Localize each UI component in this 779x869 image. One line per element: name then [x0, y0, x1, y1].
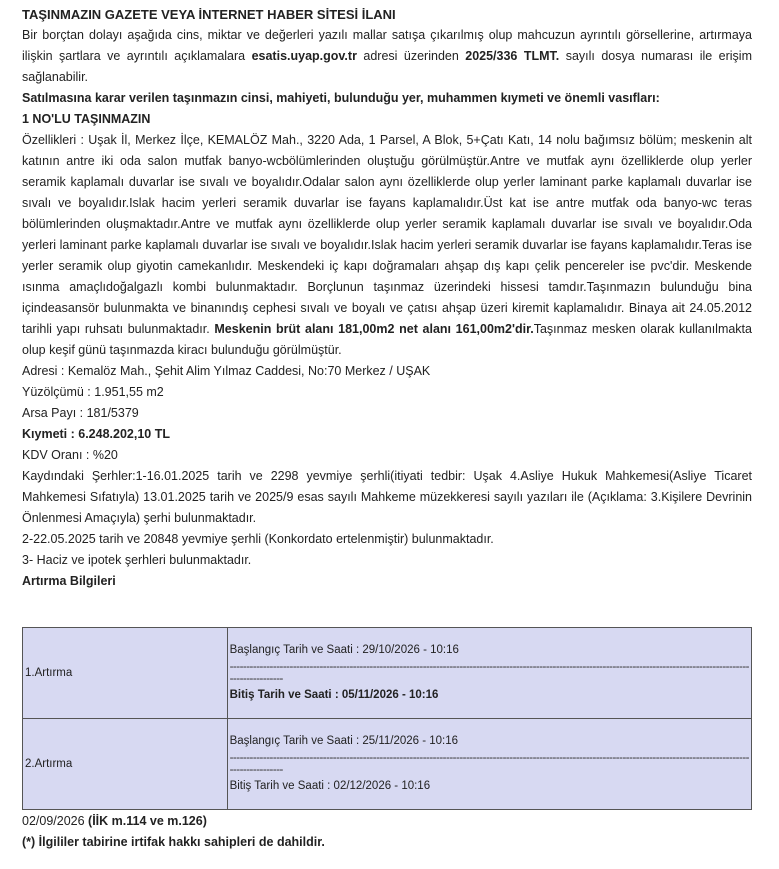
footer-date-line — [22, 811, 325, 832]
property-value: Kıymeti : 6.248.202,10 TL — [22, 427, 170, 441]
auction-1-end: Bitiş Tarih ve Saati : 05/11/2026 - 10:16 — [229, 689, 439, 701]
annotations-line-2: 2-22.05.2025 tarih ve 20848 yevmiye şerhli (Konkordato ertelenmiştir) bulunmaktadır. — [22, 532, 494, 546]
features-area-bold: Meskenin brüt alanı 181,00m2 net alanı 161,00m2'dir. — [214, 322, 534, 336]
auction-2-end: Bitiş Tarih ve Saati : 02/12/2026 - 10:16 — [229, 780, 431, 792]
file-number: 2025/336 TLMT. — [465, 49, 560, 63]
intro-text-3: sayılı dosya numarası ile erişim sağlanabilir. — [22, 49, 752, 84]
notice-title: TAŞINMAZIN GAZETE VEYA İNTERNET HABER SİTESİ İLANI — [22, 7, 396, 22]
annotations-line-1: Kaydındaki Şerhler:1-16.01.2025 tarih ve 2298 yevmiye şerhli(itiyati tedbir: Uşak 4.Asliye Hukuk Mahkemesi(Asliye Ticaret Mahkemesi Sıfatıyla) 13.01.2025 tarih ve 2025/9 esas sayılı Mahkeme müzekkeresi sayılı yazıları ile (Açıklama: 3.Kişilere Devrinin Önlenmesi Amaçıyla) şerhi bulunmaktadır. — [22, 469, 752, 525]
intro-text-2: adresi üzerinden — [356, 49, 466, 63]
footer — [22, 811, 325, 853]
property-address: Adresi : Kemalöz Mah., Şehit Alim Yılmaz Caddesi, No:70 Merkez / UŞAK — [22, 364, 431, 378]
auction-2-start: Başlangıç Tarih ve Saati : 25/11/2026 - 10:16 — [229, 735, 459, 747]
footer-law-ref: (İİK m.114 ve m.126) — [84, 814, 207, 828]
annotations-line-3: 3- Haciz ve ipotek şerhleri bulunmaktadır. — [22, 553, 252, 567]
auction-1-info — [227, 628, 751, 719]
auction-row-1 — [23, 628, 752, 719]
property-title: 1 NO'LU TAŞINMAZIN — [22, 112, 151, 126]
auction-2-label: 2.Artırma — [23, 719, 228, 810]
auction-row-2 — [23, 719, 752, 810]
auction-1-separator: ------------------------------------------------------------------------------------------------------------------------------------------------------------ — [229, 661, 749, 673]
section-title: Satılmasına karar verilen taşınmazın cinsi, mahiyeti, bulunduğu yer, muhammen kıymeti ve önemli vasıfları: — [22, 91, 660, 105]
auction-1-label: 1.Artırma — [23, 628, 228, 719]
property-land-share: Arsa Payı : 181/5379 — [22, 406, 139, 420]
property-vat: KDV Oranı : %20 — [22, 448, 118, 462]
intro-paragraph — [22, 25, 752, 88]
esatis-site-link[interactable]: esatis.uyap.gov.tr — [251, 49, 357, 63]
features-paragraph — [22, 130, 752, 361]
features-text: Özellikleri : Uşak İl, Merkez İlçe, KEMALÖZ Mah., 3220 Ada, 1 Parsel, A Blok, 5+Çatı Katı, 14 nolu bağımsız bölüm; meskenin alt katının antre iki oda salon mutfak banyo-wcbölümlerinden oluştuğu görülmüştür.Antre ve mutfak aynı özelliklerde olup yerler seramik kaplamalı duvarlar ise sıvalı ve boyalıdır.Odalar salon aynı özelliklerde olup yerler laminant parke kaplamalı duvarlar ise sıvalı ve boyalıdır.Islak hacim yerleri seramik duvarlar ise fayans kaplamalıdır.Üst kat ise antre mutfak oda banyo-wc teras bölümlerinden oluşmaktadır.Antre ve mutfak aynı özelliklerde olup yerler seramik kaplamalı duvarlar ise sıvalı ve boyalıdır.Oda yerleri laminant parke kaplamalı duvarlar ise sıvalı ve boyalıdır.Islak hacim yerleri seramik duvarlar ise fayans kaplamalıdır.Teras ise yerler seramik olup giyotin camekanlıdır. Meskendeki iç kapı doğramaları ahşap dış kapı çelik pencereler ise pvc'dir. Meskende ısınma amaçlıdoğalgazlı kombi bulunmaktadır. Borçlunun taşınmaz üzerindeki hissesi tamdır.Taşınmazın bulunduğu bina içindeasansör bulunmakta ve binanındış cephesi sıvalı ve boyalı ve çatısı ahşap üzeri kiremit kaplamalıdır. Binaya ait 24.05.2012 tarihli yapı ruhsatı bulunmaktadır. — [22, 133, 752, 336]
auction-2-separator-2: ---------------- — [229, 764, 283, 776]
intro-text-1: Bir borçtan dolayı aşağıda cins, miktar ve değerleri yazılı mallar satışa çıkarılmış olup mahcuzun ayrıntılı görsellerine, artırmaya ilişkin şartlara ve ayrıntılı açıklamalara — [22, 28, 752, 63]
auction-table — [22, 627, 752, 810]
auction-1-separator-2: ---------------- — [229, 673, 283, 685]
features-text-end: Taşınmaz mesken olarak kullanılmakta olup keşif günü taşınmazda kiracı bulunduğu görülmüştür. — [22, 322, 752, 357]
property-area: Yüzölçümü : 1.951,55 m2 — [22, 385, 164, 399]
footer-note: (*) İlgililer tabirine irtifak hakkı sahipleri de dahildir. — [22, 835, 325, 849]
footer-date: 02/09/2026 — [22, 814, 85, 828]
auction-heading: Artırma Bilgileri — [22, 574, 116, 588]
auction-2-info — [227, 719, 751, 810]
auction-1-start: Başlangıç Tarih ve Saati : 29/10/2026 - 10:16 — [229, 644, 459, 656]
auction-2-separator: ------------------------------------------------------------------------------------------------------------------------------------------------------------ — [229, 752, 749, 764]
